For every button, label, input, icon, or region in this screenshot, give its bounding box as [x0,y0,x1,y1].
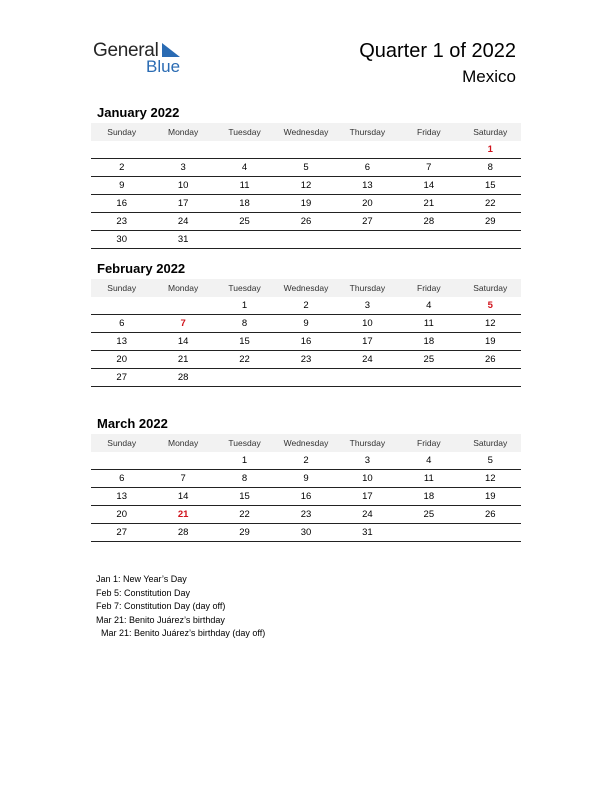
day-cell: 16 [116,198,127,209]
day-cell: 23 [300,509,312,520]
weekday-label: Wednesday [283,283,329,293]
day-cell: 2 [303,455,309,466]
day-cell: 15 [239,491,250,502]
day-cell: 14 [177,491,189,502]
day-cell [337,369,398,386]
day-cell [214,231,275,248]
day-cell: 4 [426,300,432,311]
day-cell: 24 [362,354,373,365]
week-row [91,297,521,315]
day-cell: 26 [484,509,496,520]
logo-text-blue: Blue [146,57,181,76]
day-cell [214,369,275,386]
day-cell [152,452,213,469]
weekday-label: Sunday [107,438,137,448]
day-cell: 9 [303,318,309,329]
day-cell: 24 [177,216,189,227]
weekday-label: Wednesday [283,127,329,137]
day-cell: 22 [484,198,496,209]
brand-logo [93,40,193,80]
day-cell: 25 [239,216,250,227]
holiday-list-item: Mar 21: Benito Juárez’s birthday [96,614,225,625]
weekday-label: Saturday [473,127,508,137]
day-cell: 20 [362,198,373,209]
day-cell [91,452,152,469]
day-cell: 8 [241,473,248,484]
holiday-list-item: Mar 21: Benito Juárez’s birthday (day off) [101,628,266,638]
day-cell: 12 [484,473,496,484]
holiday-list-item: Jan 1: New Year’s Day [96,574,187,584]
weekday-label: Thursday [349,283,386,293]
day-cell: 10 [177,180,189,191]
day-cell: 5 [487,455,493,466]
week-row [91,351,521,369]
week-row [91,195,521,213]
week-row [91,231,521,249]
day-cell: 10 [362,473,373,484]
day-cell: 10 [362,318,373,329]
month-calendar [91,414,521,542]
day-cell: 28 [177,527,189,538]
weekday-header-row [91,279,521,297]
day-cell [275,231,336,248]
logo-triangle-icon [160,43,180,59]
day-cell: 26 [484,354,496,365]
day-cell: 13 [116,491,127,502]
day-cell: 21 [177,354,189,365]
day-cell: 25 [423,354,435,365]
day-cell: 27 [116,527,127,538]
day-cell [275,369,336,386]
weekday-label: Wednesday [283,438,329,448]
day-cell: 16 [300,491,312,502]
day-cell: 4 [426,455,432,466]
day-cell: 1 [241,455,248,466]
weekday-label: Saturday [473,438,508,448]
day-cell: 6 [364,162,371,173]
day-cell: 17 [177,198,189,209]
weekday-label: Thursday [349,127,386,137]
day-cell: 31 [362,527,373,538]
week-row [91,369,521,387]
day-cell [337,141,398,158]
weekday-label: Monday [168,283,199,293]
day-cell [152,141,213,158]
day-cell [398,231,459,248]
day-cell: 21 [423,198,435,209]
day-cell: 9 [119,180,125,191]
week-row [91,315,521,333]
day-cell: 29 [484,216,496,227]
day-cell: 9 [303,473,309,484]
week-row [91,141,521,159]
day-cell: 14 [177,336,189,347]
month-title: February 2022 [97,261,186,276]
day-cell [398,369,459,386]
weekday-label: Sunday [107,127,137,137]
holiday-list [96,573,265,641]
holiday-list-item: Feb 5: Constitution Day [96,587,191,598]
logo-text-general: General [93,40,159,61]
day-cell: 30 [116,234,127,245]
day-cell: 27 [362,216,373,227]
day-cell: 6 [119,473,125,484]
holiday-list-item: Feb 7: Constitution Day (day off) [96,601,226,611]
week-row [91,524,521,542]
weekday-label: Tuesday [228,283,261,293]
day-cell: 18 [423,336,435,347]
day-cell: 20 [116,509,127,520]
day-cell: 30 [300,527,312,538]
month-title: March 2022 [97,416,168,431]
weekday-label: Thursday [349,438,386,448]
day-cell: 11 [423,473,434,484]
day-cell: 1 [241,300,248,311]
day-cell: 19 [300,198,312,209]
day-cell: 27 [116,372,127,383]
page-title: Quarter 1 of 2022 [359,40,516,62]
month-calendar [91,259,521,387]
day-cell [337,231,398,248]
day-cell [91,141,152,158]
day-cell: 3 [180,162,186,173]
day-cell: 17 [362,336,373,347]
day-cell: 3 [364,300,371,311]
month-title: January 2022 [97,105,180,120]
day-cell: 12 [300,180,312,191]
day-cell: 16 [300,336,312,347]
day-cell [398,524,459,541]
day-cell: 4 [241,162,248,173]
week-row [91,213,521,231]
day-cell: 22 [239,354,250,365]
weekday-label: Tuesday [228,438,261,448]
weekday-label: Sunday [107,283,137,293]
day-cell: 18 [423,491,435,502]
day-cell: 7 [180,473,186,484]
day-cell [460,231,521,248]
day-cell: 28 [423,216,435,227]
month-calendar [91,103,521,249]
day-cell: 18 [239,198,250,209]
week-row [91,159,521,177]
day-cell: 2 [303,300,309,311]
day-cell: 7 [426,162,432,173]
holiday-day-cell: 5 [487,300,493,311]
day-cell: 24 [362,509,373,520]
country-name: Mexico [462,67,516,86]
day-cell: 8 [241,318,248,329]
day-cell [152,297,213,314]
day-cell: 11 [239,180,250,191]
day-cell: 19 [484,336,496,347]
day-cell: 28 [177,372,189,383]
holiday-day-cell: 21 [177,509,189,520]
holiday-day-cell: 1 [487,144,493,155]
holiday-day-cell: 7 [180,318,186,329]
weekday-label: Friday [417,283,441,293]
weekday-label: Tuesday [228,127,261,137]
weekday-label: Friday [417,438,441,448]
weekday-header-row [91,434,521,452]
weekday-label: Monday [168,127,199,137]
day-cell: 23 [300,354,312,365]
day-cell: 12 [484,318,496,329]
week-row [91,488,521,506]
day-cell [398,141,459,158]
day-cell: 29 [239,527,250,538]
day-cell: 17 [362,491,373,502]
day-cell: 8 [487,162,493,173]
day-cell [460,369,521,386]
day-cell [214,141,275,158]
day-cell: 6 [119,318,125,329]
day-cell: 25 [423,509,435,520]
day-cell: 2 [119,162,125,173]
day-cell: 31 [177,234,189,245]
week-row [91,452,521,470]
day-cell [275,141,336,158]
day-cell: 15 [484,180,496,191]
week-row [91,333,521,351]
weekday-label: Friday [417,127,441,137]
day-cell: 11 [423,318,434,329]
day-cell: 23 [116,216,127,227]
day-cell: 20 [116,354,127,365]
day-cell: 19 [484,491,496,502]
day-cell: 13 [116,336,127,347]
weekday-label: Monday [168,438,199,448]
day-cell: 22 [239,509,250,520]
day-cell: 3 [364,455,371,466]
day-cell [91,297,152,314]
week-row [91,177,521,195]
day-cell [460,524,521,541]
day-cell: 26 [300,216,312,227]
week-row [91,506,521,524]
day-cell: 15 [239,336,250,347]
day-cell: 13 [362,180,373,191]
day-cell: 5 [303,162,309,173]
weekday-label: Saturday [473,283,508,293]
day-cell: 14 [423,180,435,191]
weekday-header-row [91,123,521,141]
week-row [91,470,521,488]
